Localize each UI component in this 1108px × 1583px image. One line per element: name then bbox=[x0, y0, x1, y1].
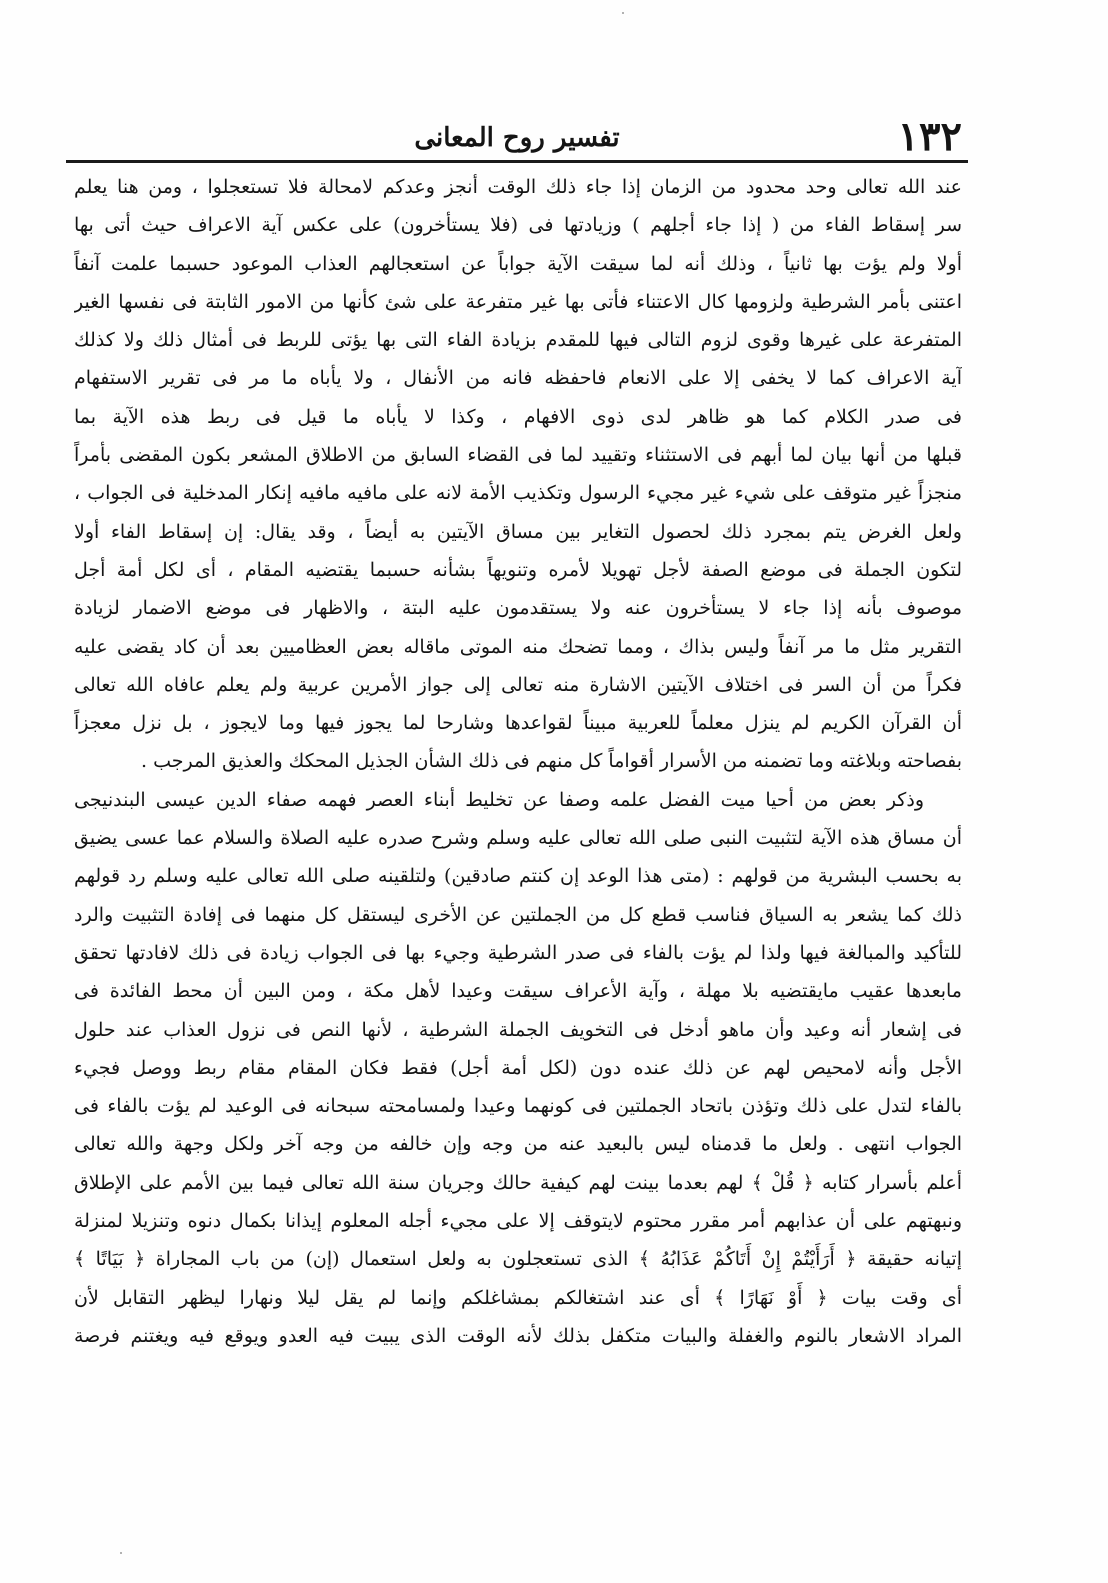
text-line: أعلم بأسرار كتابه ﴿ قُلْ ﴾ لهم بعدما بينت لهم كيفية حالك وجريان سنة الله تعالى فيما بين الأمم على الإطلاق bbox=[74, 1171, 962, 1194]
text-line: مابعدها عقيب مايقتضيه بلا مهلة ، وآية الأعراف سيقت وعيدا لأهل مكة ، ومن البين أن محط الفائدة فى bbox=[74, 980, 962, 1003]
text-line: للتأكيد والمبالغة فيها ولذا لم يؤت بالفاء فى صدر الشرطية وجيء بها فى الجواب زيادة فى ذلك لافادتها تحقق bbox=[74, 941, 962, 964]
text-line: لتكون الجملة فى موضع الصفة لأجل تهويلا لأمره وتنويهاً بشأنه حسبما يقتضيه المقام ، أى لكل أمة أجل bbox=[74, 558, 962, 581]
text-line: أن مساق هذه الآية لتثبيت النبى صلى الله تعالى عليه وسلم وشرح صدره عليه الصلاة والسلام عما عسى يضيق bbox=[74, 827, 962, 850]
text-line: ذلك كما يشعر به السياق فناسب قطع كل من الجملتين عن الأخرى ليستقل كل منهما فى إفادة التثبيت والرد bbox=[74, 903, 962, 926]
text-line: المراد الاشعار بالنوم والغفلة والبيات متكفل بذلك لأنه الوقت الذى يبيت فيه العدو ويوقع فيه ويغتنم فرصة bbox=[74, 1324, 962, 1347]
text-line: به بحسب البشرية من قولهم : (متى هذا الوعد إن كنتم صادقين) ولتلقينه صلى الله تعالى عليه وسلم رد قولهم bbox=[74, 865, 962, 888]
header-rule bbox=[66, 160, 968, 163]
text-line: فى إشعار أنه وعيد وأن ماهو أدخل فى التخويف الجملة الشرطية ، لأنها النص فى نزول العذاب عند حلول bbox=[74, 1018, 962, 1041]
running-title: تفسير روح المعانى bbox=[414, 123, 620, 153]
page-number: ١٣٢ bbox=[897, 113, 962, 160]
page-header bbox=[66, 112, 968, 162]
text-line: اعتنى بأمر الشرطية ولزومها كال الاعتناء فأتى بها غير متفرعة على شئ كأنها من الامور الثابتة فى نفسها الغير bbox=[74, 290, 962, 313]
text-line: فكراً من أن السر فى اختلاف الآيتين الاشارة منه تعالى إلى جواز الأمرين عربية ولم يعلم عافاه الله تعالى bbox=[74, 673, 962, 696]
page-speck bbox=[622, 12, 624, 14]
text-line: فى صدر الكلام كما هو ظاهر لدى ذوى الافهام ، وكذا لا يأباه ما قيل فى ربط هذه الآية بما bbox=[74, 405, 962, 428]
text-line: الأجل وأنه لامحيص لهم عن ذلك عنده دون (لكل أمة أجل) فقط فكان المقام مقام ربط ووصل فجيء bbox=[74, 1056, 962, 1079]
text-line: موصوف بأنه إذا جاء لا يستأخرون عنه ولا يستقدمون عليه البتة ، والاظهار فى موضع الاضمار لزيادة bbox=[74, 597, 962, 620]
text-line: وذكر بعض من أحيا ميت الفضل علمه وصفا عن تخليط أبناء العصر فهمه صفاء الدين عيسى البندنيجى bbox=[74, 788, 924, 811]
text-line: منجزاً غير متوقف على شيء غير مجيء الرسول وتكذيب الأمة لانه على مافيه مافيه إنكار المدخلية فى الجواب ، bbox=[74, 482, 962, 505]
text-line: آية الاعراف كما لا يخفى إلا على الانعام فاحفظه فانه من الأنفال ، ولا يأباه ما مر فى تقرير الاستفهام bbox=[74, 367, 962, 390]
text-line: المتفرعة على غيرها وقوى لزوم التالى فيها للمقدم بزيادة الفاء التى بها يؤتى للربط فى أمثال ذلك ولا كذلك bbox=[74, 329, 962, 352]
text-line: قبلها من أنها بيان لما أبهم فى الاستثناء وتقييد لما فى القضاء السابق من الاطلاق المشعر بكون المقضى بأمراً bbox=[74, 444, 962, 467]
text-line: ونبهتهم على أن عذابهم أمر مقرر محتوم لايتوقف إلا على مجيء أجله المعلوم إيذانا بكمال دنوه وتنزيلا لمنزلة bbox=[74, 1210, 962, 1233]
text-line: إتيانه حقيقة ﴿ أَرَأَيْتُمْ إِنْ أَتَاكُمْ عَذَابُهُ ﴾ الذى تستعجلون به ولعل استعمال (إن) من باب المجاراة ﴿ بَيَاتًا ﴾ bbox=[74, 1248, 962, 1271]
text-line: أى وقت بيات ﴿ أَوْ نَهَارًا ﴾ أى عند اشتغالكم بمشاغلكم وإنما لم يقل ليلا ونهارا ليظهر التقابل لأن bbox=[74, 1286, 962, 1309]
text-line: ولعل الغرض يتم بمجرد ذلك لحصول التغاير بين مساق الآيتين به أيضاً ، وقد يقال: إن إسقاط الفاء أولا bbox=[74, 520, 962, 543]
text-line: عند الله تعالى وحد محدود من الزمان إذا جاء ذلك الوقت أنجز وعدكم لامحالة فلا تستعجلوا ، ومن هنا يعلم bbox=[74, 176, 962, 198]
text-line: أن القرآن الكريم لم ينزل معلماً للعربية مبيناً لقواعدها وشارحا لما يجوز فيها وما لايجوز ، بل نزل معجزاً bbox=[74, 712, 962, 735]
text-line: التقرير مثل ما مر آنفاً وليس بذاك ، ومما تضحك منه الموتى ماقاله بعض العظاميين بعد أن كاد يقضى عليه bbox=[74, 635, 962, 658]
text-line: سر إسقاط الفاء من ( إذا جاء أجلهم ) وزيادتها فى (فلا يستأخرون) على عكس آية الاعراف حيث أتى بها bbox=[74, 214, 962, 237]
body-text bbox=[74, 168, 962, 1355]
text-line: بفصاحته وبلاغته وما تضمنه من الأسرار أقواماً كل منهم فى ذلك الشأن الجذيل المحكك والعذيق المرجب . bbox=[141, 750, 962, 773]
text-line: أولا ولم يؤت بها ثانياً ، وذلك أنه لما سيقت الآية جواباً عن استعجالهم العذاب الموعود حسبما علمت آنفاً bbox=[74, 252, 962, 275]
page-speck bbox=[120, 1552, 122, 1554]
text-line: الجواب انتهى . ولعل ما قدمناه ليس بالبعيد عنه من وجه وإن خالفه من وجه آخر ولكل وجهة والله تعالى bbox=[74, 1133, 962, 1156]
text-line: بالفاء لتدل على ذلك وتؤذن باتحاد الجملتين فى كونهما وعيدا ولمسامحته سبحانه فى الوعيد لم يؤت بالفاء فى bbox=[74, 1095, 962, 1118]
